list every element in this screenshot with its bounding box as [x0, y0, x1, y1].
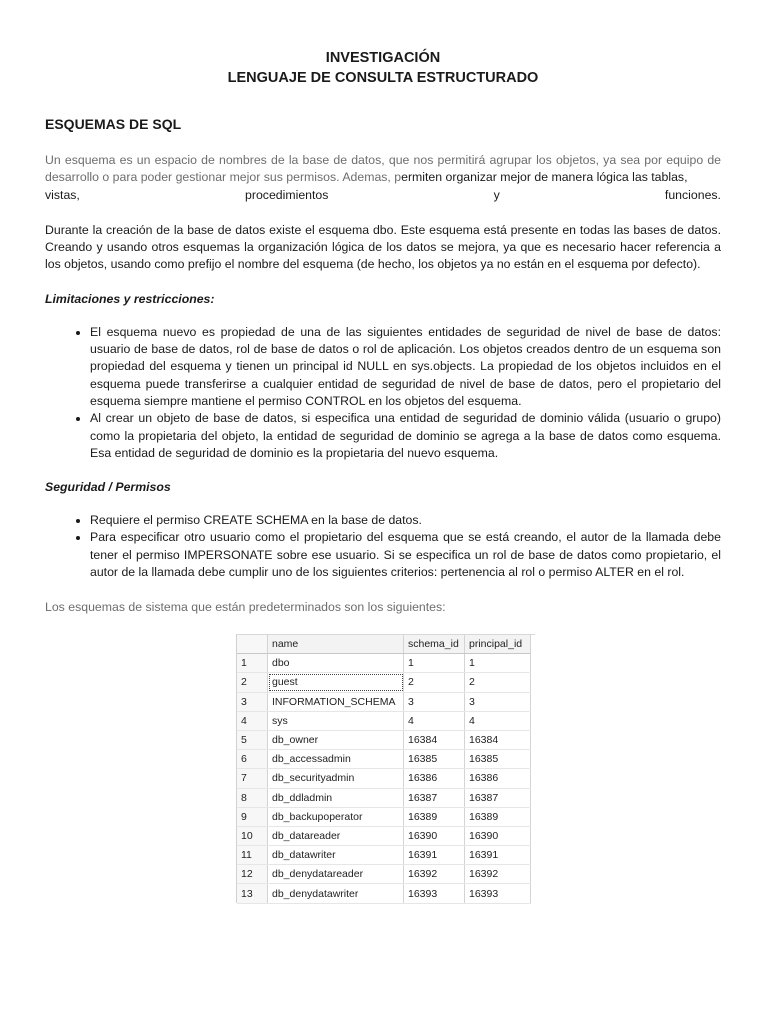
table-row: [237, 769, 531, 788]
principal-id-cell: 16386: [465, 769, 531, 788]
table-row: [237, 654, 531, 673]
row-number-cell: 7: [237, 769, 268, 788]
principal-id-cell: 16393: [465, 884, 531, 903]
security-list: [45, 512, 721, 581]
name-cell: db_denydatareader: [268, 865, 404, 884]
principal-id-cell: 16384: [465, 730, 531, 749]
table-row: [237, 750, 531, 769]
last-word: procedimientos: [245, 187, 329, 202]
table-row: [237, 826, 531, 845]
table-intro: Los esquemas de sistema que están predeterminados son los siguientes:: [45, 600, 446, 615]
table-row: [237, 711, 531, 730]
row-number-cell: 4: [237, 711, 268, 730]
schema-id-cell: 2: [404, 673, 465, 692]
name-cell: db_ddladmin: [268, 788, 404, 807]
table-header-row: [237, 635, 531, 654]
last-word: vistas,: [45, 187, 80, 202]
table-row: [237, 807, 531, 826]
schema-id-cell: 16385: [404, 750, 465, 769]
title-line-2: LENGUAJE DE CONSULTA ESTRUCTURADO: [227, 70, 539, 86]
row-number-cell: 6: [237, 750, 268, 769]
list-item: • Para especificar otro usuario como el propietario del esquema que se está creando, el autor de la llamada debe tener el permiso IMPERSONATE sobre ese usuario. Si se especifica un rol de base de datos como propietario, el autor de la llamada debe cumplir uno de los siguientes criterios: pertenencia al rol o permiso ALTER en el rol.: [90, 529, 721, 581]
results-grid: [236, 634, 535, 903]
table-row: [237, 865, 531, 884]
row-number-cell: 13: [237, 884, 268, 903]
name-cell: sys: [268, 711, 404, 730]
security-heading: Seguridad / Permisos: [45, 480, 171, 495]
principal-id-cell: 16385: [465, 750, 531, 769]
table-row: [237, 692, 531, 711]
document-page: [45, 48, 721, 617]
name-cell: db_backupoperator: [268, 807, 404, 826]
row-number-cell: 9: [237, 807, 268, 826]
last-word: y: [493, 187, 500, 202]
schema-id-cell: 16393: [404, 884, 465, 903]
table-row: [237, 788, 531, 807]
limits-list: [45, 324, 721, 462]
schema-id-cell: 16390: [404, 826, 465, 845]
principal-id-cell: 4: [465, 711, 531, 730]
paragraph-intro-last-line: [45, 187, 721, 204]
schemas-table: [237, 635, 531, 904]
schema-id-cell: 4: [404, 711, 465, 730]
paragraph-intro: [45, 152, 721, 187]
last-word: funciones.: [664, 187, 721, 202]
principal-id-cell: 16391: [465, 846, 531, 865]
principal-id-cell: 1: [465, 654, 531, 673]
column-header-name: name: [268, 635, 404, 654]
table-row: [237, 884, 531, 903]
limits-heading: Limitaciones y restricciones:: [45, 291, 215, 306]
column-header-schema-id: schema_id: [404, 635, 465, 654]
paragraph-intro-gray: Un esquema es un espacio de nombres de la base de datos, que nos permitirá agrupar los objetos, ya sea por equipo de desarrollo o para poder gestionar mejor sus permisos. Ademas, p: [45, 153, 721, 185]
list-item: • El esquema nuevo es propiedad de una de las siguientes entidades de seguridad de nivel de base de datos: usuario de base de datos, rol de base de datos o rol de aplicación. Los objetos creados dentro de un esquema son propiedad del esquema y tienen un principal id NULL en sys.objects. La propiedad de los objetos incluidos en el esquema puede transferirse a cualquier entidad de seguridad de nivel de base de datos, pero el propietario del esquema siempre mantiene el permiso CONTROL en los objetos del esquema.: [90, 324, 721, 410]
list-item: • Requiere el permiso CREATE SCHEMA en la base de datos.: [90, 512, 721, 529]
schema-id-cell: 16384: [404, 730, 465, 749]
row-number-cell: 2: [237, 673, 268, 692]
table-row: [237, 846, 531, 865]
principal-id-cell: 16392: [465, 865, 531, 884]
principal-id-cell: 16389: [465, 807, 531, 826]
row-number-cell: 10: [237, 826, 268, 845]
schema-id-cell: 16389: [404, 807, 465, 826]
title-line-1: INVESTIGACIÓN: [325, 50, 441, 66]
name-cell: db_datawriter: [268, 846, 404, 865]
name-cell: INFORMATION_SCHEMA: [268, 692, 404, 711]
schema-id-cell: 16391: [404, 846, 465, 865]
row-number-cell: 3: [237, 692, 268, 711]
name-cell: db_securityadmin: [268, 769, 404, 788]
row-number-cell: 1: [237, 654, 268, 673]
row-number-cell: 5: [237, 730, 268, 749]
name-cell: dbo: [268, 654, 404, 673]
table-row: [237, 673, 531, 692]
table-row: [237, 730, 531, 749]
paragraph-intro-dark: ermiten organizar mejor de manera lógica las tablas,: [401, 170, 688, 185]
name-cell: guest: [268, 673, 404, 692]
column-header-principal-id: principal_id: [465, 635, 531, 654]
row-number-cell: 8: [237, 788, 268, 807]
schema-id-cell: 3: [404, 692, 465, 711]
list-item: • Al crear un objeto de base de datos, si especifica una entidad de seguridad de dominio válida (usuario o grupo) como la propietaria del objeto, la entidad de seguridad de dominio se agrega a la base de datos como esquema. Esa entidad de seguridad de dominio es la propietaria del nuevo esquema.: [90, 410, 721, 462]
schema-id-cell: 16386: [404, 769, 465, 788]
schema-id-cell: 1: [404, 654, 465, 673]
schema-id-cell: 16392: [404, 865, 465, 884]
name-cell: db_accessadmin: [268, 750, 404, 769]
row-number-header: [237, 635, 268, 654]
principal-id-cell: 16390: [465, 826, 531, 845]
name-cell: db_datareader: [268, 826, 404, 845]
schema-id-cell: 16387: [404, 788, 465, 807]
principal-id-cell: 3: [465, 692, 531, 711]
row-number-cell: 12: [237, 865, 268, 884]
section-heading: ESQUEMAS DE SQL: [45, 116, 182, 132]
principal-id-cell: 16387: [465, 788, 531, 807]
row-number-cell: 11: [237, 846, 268, 865]
name-cell: db_denydatawriter: [268, 884, 404, 903]
name-cell: db_owner: [268, 730, 404, 749]
principal-id-cell: 2: [465, 673, 531, 692]
paragraph-dbo: Durante la creación de la base de datos existe el esquema dbo. Este esquema está presente en todas las bases de datos. Creando y usando otros esquemas la organización lógica de los datos se mejora, ya que es necesario hacer referencia a los objetos, usando como prefijo el nombre del esquema (de hecho, los objetos ya no están en el esquema por defecto).: [45, 222, 721, 272]
